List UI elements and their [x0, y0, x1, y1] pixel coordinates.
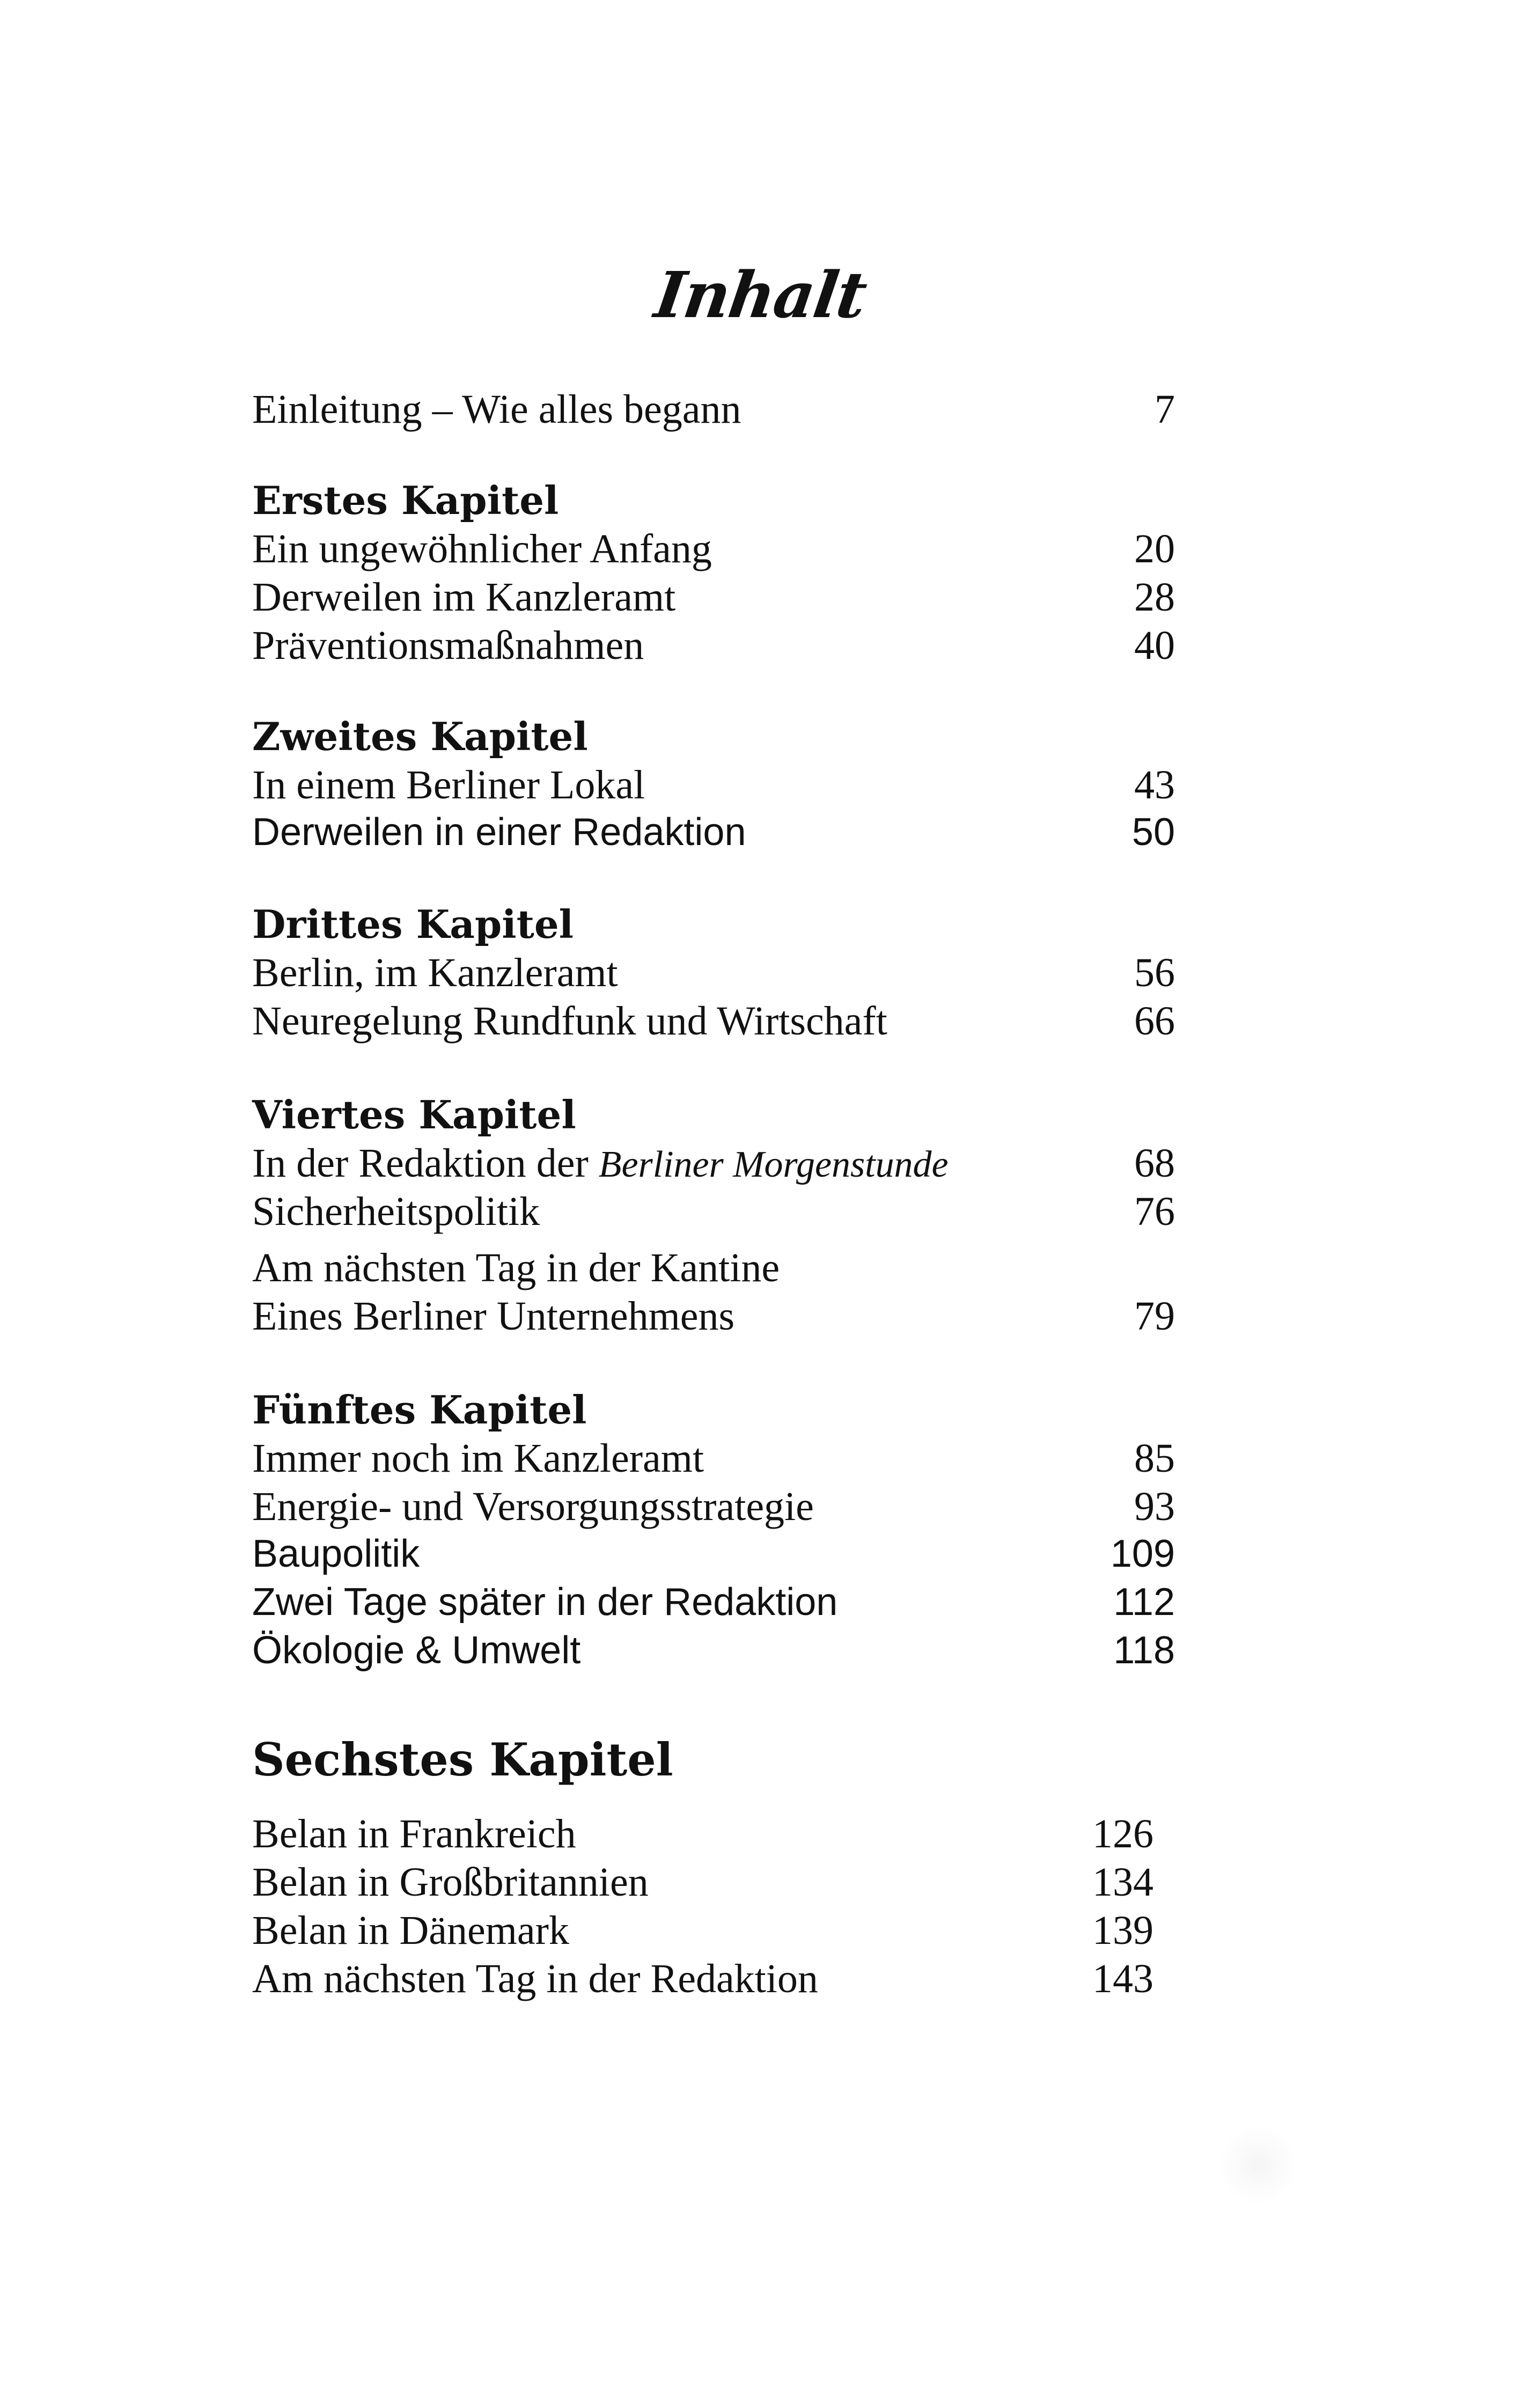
toc-entry-title: Einleitung – Wie alles begann — [252, 387, 741, 432]
toc-entry-title: Sicherheitspolitik — [252, 1189, 540, 1234]
toc-entry-page: 28 — [1134, 575, 1175, 620]
chapter-heading-3: Drittes Kapitel — [252, 901, 574, 947]
toc-entry-title: Ökologie & Umwelt — [252, 1629, 581, 1672]
toc-entry-title: Zwei Tage später in der Redaktion — [252, 1581, 838, 1624]
toc-entry-page: 139 — [1092, 1908, 1153, 1953]
toc-entry-page: 79 — [1134, 1294, 1175, 1339]
toc-entry-page: 134 — [1092, 1860, 1153, 1905]
toc-entry-page: 40 — [1134, 623, 1175, 668]
newspaper-name: Berliner Morgenstunde — [598, 1144, 949, 1185]
chapter-heading-1: Erstes Kapitel — [252, 478, 559, 523]
toc-entry-page: 118 — [1113, 1629, 1175, 1672]
page-smudge — [1218, 2125, 1298, 2205]
toc-entry-page: 7 — [1155, 387, 1175, 432]
chapter-heading-6: Sechstes Kapitel — [252, 1733, 673, 1786]
toc-entry-page: 50 — [1131, 811, 1175, 854]
toc-entry-title: Am nächsten Tag in der Kantine — [252, 1245, 780, 1290]
toc-entry-title: Ein ungewöhnlicher Anfang — [252, 526, 712, 571]
toc-entry-page: 112 — [1113, 1581, 1175, 1624]
toc-entry-title: Präventionsmaßnahmen — [252, 623, 644, 668]
toc-entry-page: 143 — [1092, 1956, 1153, 2001]
chapter-heading-4: Viertes Kapitel — [252, 1092, 576, 1137]
toc-entry-title: Immer noch im Kanzleramt — [252, 1436, 704, 1481]
toc-entry-title: Belan in Dänemark — [252, 1908, 569, 1953]
toc-entry-title: Eines Berliner Unternehmens — [252, 1294, 735, 1339]
toc-entry-title: Berlin, im Kanzleramt — [252, 950, 618, 995]
toc-entry-title — [252, 1140, 948, 1187]
page-title: Inhalt — [650, 258, 871, 332]
toc-entry-page: 93 — [1134, 1484, 1175, 1529]
toc-entry-page: 20 — [1134, 526, 1175, 571]
toc-entry-title-text: In der Redaktion der — [252, 1141, 599, 1186]
toc-entry-title: In einem Berliner Lokal — [252, 762, 645, 807]
toc-entry-page: 85 — [1134, 1436, 1175, 1481]
chapter-heading-2: Zweites Kapitel — [252, 714, 588, 759]
toc-entry-title: Belan in Frankreich — [252, 1811, 576, 1856]
chapter-heading-5: Fünftes Kapitel — [252, 1387, 587, 1433]
toc-entry-title: Derweilen im Kanzleramt — [252, 575, 676, 620]
toc-entry-page: 126 — [1092, 1811, 1153, 1856]
toc-entry-title: Energie- und Versorgungsstrategie — [252, 1484, 814, 1529]
toc-entry-page: 76 — [1134, 1189, 1175, 1234]
toc-entry-page: 66 — [1134, 999, 1175, 1044]
toc-entry-page: 109 — [1110, 1532, 1175, 1575]
toc-entry-page: 43 — [1134, 762, 1175, 807]
toc-entry-title: Derweilen in einer Redaktion — [252, 811, 746, 854]
toc-entry-title: Belan in Großbritannien — [252, 1860, 649, 1905]
toc-entry-title: Baupolitik — [252, 1532, 420, 1575]
toc-entry-page: 68 — [1134, 1141, 1175, 1186]
toc-entry-page: 56 — [1134, 950, 1175, 995]
toc-entry-title: Neuregelung Rundfunk und Wirtschaft — [252, 999, 887, 1044]
toc-entry-title: Am nächsten Tag in der Redaktion — [252, 1956, 818, 2001]
